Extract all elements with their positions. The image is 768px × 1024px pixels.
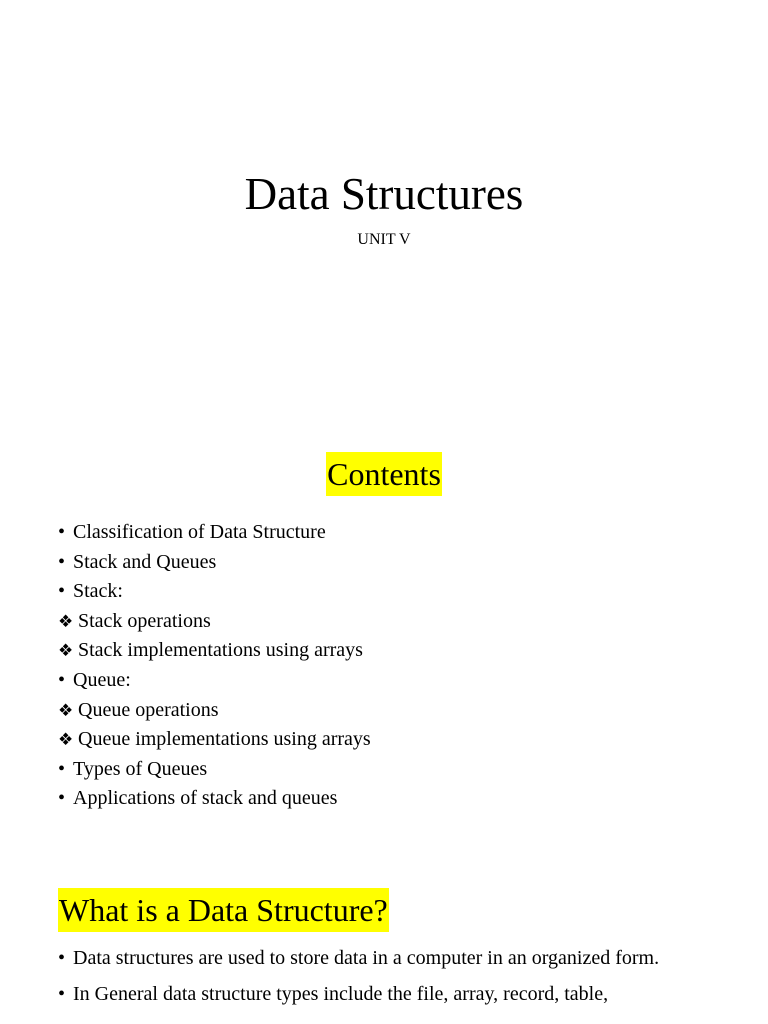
list-item-text: Stack: <box>73 580 123 603</box>
presentation-title: Data Structures <box>244 169 524 219</box>
bullet-marker: • <box>58 787 66 810</box>
list-item <box>58 946 710 970</box>
list-item <box>58 784 718 814</box>
list-item-text: Queue: <box>73 668 131 691</box>
list-item-text: Data structures are used to store data in a computer in an organized form. <box>73 947 660 969</box>
definition-slide <box>0 860 768 1024</box>
list-item <box>58 518 718 548</box>
bullet-marker: • <box>58 947 66 969</box>
diamond-bullet-icon: ❖ <box>58 641 74 661</box>
list-item <box>58 548 718 578</box>
diamond-bullet-icon: ❖ <box>58 700 74 720</box>
definition-heading-text: What is a Data Structure? <box>58 888 389 932</box>
diamond-bullet-icon: ❖ <box>58 611 74 631</box>
list-item <box>58 636 718 666</box>
presentation-subtitle: UNIT V <box>357 231 411 248</box>
bullet-marker: • <box>58 668 66 691</box>
bullet-marker: • <box>58 521 66 543</box>
bullet-marker: • <box>58 580 66 603</box>
contents-heading-text: Contents <box>326 452 442 496</box>
list-item <box>58 696 718 726</box>
contents-heading <box>0 452 768 496</box>
list-item-text: Applications of stack and queues <box>73 787 338 810</box>
list-item <box>58 666 718 696</box>
bullet-marker: • <box>58 983 66 1005</box>
list-item-text: Stack operations <box>78 609 211 632</box>
list-item-text: Stack implementations using arrays <box>78 639 363 662</box>
list-item-text: In General data structure types include the file, array, record, table, <box>73 983 609 1005</box>
list-item <box>58 725 718 755</box>
list-item <box>58 982 710 1006</box>
contents-list <box>58 518 718 814</box>
list-item-text: Classification of Data Structure <box>73 521 326 543</box>
list-item <box>58 577 718 607</box>
list-item <box>58 755 718 785</box>
list-item-text: Queue operations <box>78 698 219 721</box>
list-item <box>58 607 718 637</box>
title-slide <box>0 0 768 432</box>
list-item-text: Types of Queues <box>73 757 208 780</box>
list-item-text: Queue implementations using arrays <box>78 728 371 751</box>
bullet-marker: • <box>58 550 66 573</box>
definition-heading <box>58 888 389 932</box>
diamond-bullet-icon: ❖ <box>58 730 74 750</box>
bullet-marker: • <box>58 757 66 780</box>
list-item-text: Stack and Queues <box>73 550 217 573</box>
contents-slide <box>0 432 768 860</box>
definition-list <box>58 946 710 1018</box>
